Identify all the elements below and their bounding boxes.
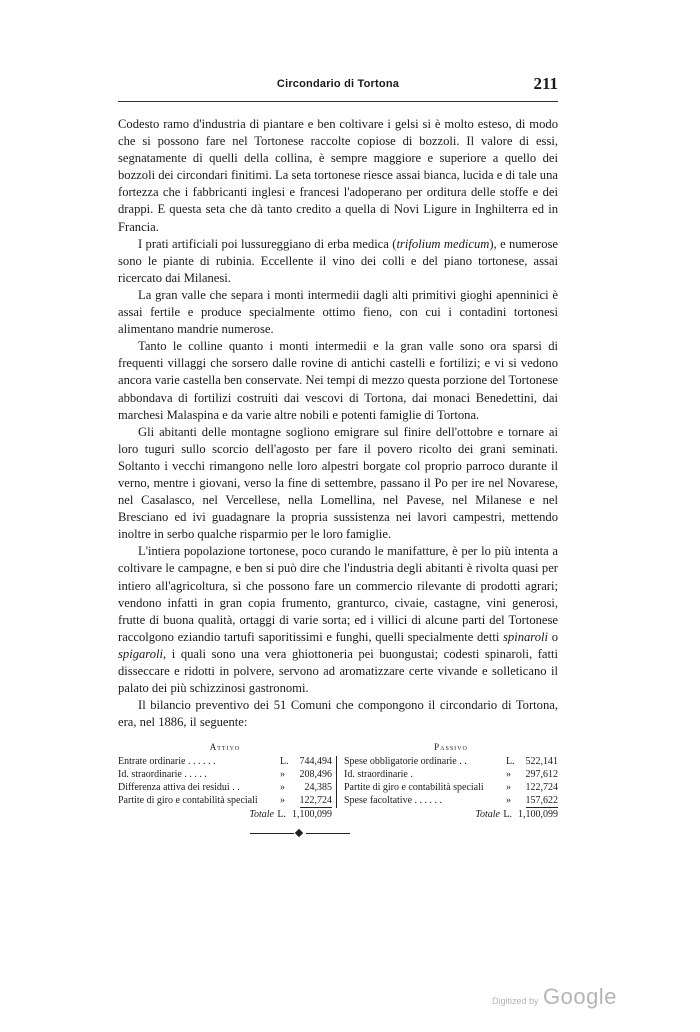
google-logo: Google [542, 984, 617, 1009]
paragraph-5: Gli abitanti delle montagne sogliono emigrare sul finire dell'ottobre e tornare ai loro tuguri sullo scorcio dell'agosto per fare il povero ricolto dei grani seminati. Soltanto i vecchi rimangono nelle loro alpestri borgate col proprio parroco durante il verno, mentre i giovani, verso la fine di settembre, passano il Po per ire nel Novarese, nel Casalasco, nel Vercellese, nella Lomellina, nel Pavese, nel Milanese e nel Bresciano ed ivi guadagnare la propria sussistenza nei lavori campestri, mettendo inoltre in serbo qualche risparmio per le loro famiglie. [118, 424, 558, 542]
header-rule [118, 101, 558, 102]
section-ornament [250, 830, 350, 838]
passivo-row [344, 768, 558, 781]
paragraph-2-text-a: I prati artificiali poi lussureggiano di erba medica ( [138, 236, 397, 251]
row-label: Partite di giro e contabilità speciali [118, 795, 258, 806]
row-label: Spese facoltative . . . . . . [344, 795, 443, 806]
row-label: Id. straordinarie . . . . . [118, 769, 207, 780]
total-amount: 1,100,099 [518, 809, 558, 820]
paragraph-7: Il bilancio preventivo dei 51 Comuni che compongono il circondario di Tortona, era, nel 1886, il seguente: [118, 698, 558, 730]
attivo-row [118, 794, 332, 807]
row-amount: 157,622 [525, 795, 558, 806]
paragraph-6-italic-2: spigaroli [118, 646, 164, 661]
total-label: Totale [249, 809, 274, 820]
total-unit: L. [277, 809, 286, 820]
attivo-total-row [118, 807, 332, 822]
paragraph-6-italic-1: spinaroli [503, 629, 549, 644]
row-amount: 744,494 [299, 756, 332, 767]
digitized-watermark [492, 984, 617, 1010]
paragraph-2 [118, 236, 558, 287]
body-text [118, 116, 558, 731]
row-unit: » [506, 782, 511, 793]
row-unit: » [280, 769, 285, 780]
ornament-line-left [250, 833, 294, 834]
row-label: Spese obbligatorie ordinarie . . [344, 756, 467, 767]
row-unit: » [506, 795, 511, 806]
row-unit: » [280, 782, 285, 793]
paragraph-6-text-b: o [548, 629, 558, 644]
row-amount: 122,724 [299, 795, 332, 806]
row-unit: L. [506, 756, 515, 767]
passivo-title: Passivo [434, 742, 468, 752]
page-number: 211 [533, 74, 558, 93]
row-amount: 208,496 [299, 769, 332, 780]
passivo-total-row [344, 807, 558, 822]
row-unit: » [506, 769, 511, 780]
paragraph-2-text-b: ), e numerose sono le piante di rubinia. Eccellente il vino dei colli e del piano tortonese, assai ricercato dai Milanesi. [118, 236, 558, 285]
row-amount: 297,612 [525, 769, 558, 780]
running-header [118, 76, 558, 98]
row-amount: 522,141 [525, 756, 558, 767]
row-label: Differenza attiva dei residui . . [118, 782, 240, 793]
passivo-row [344, 794, 558, 807]
passivo-row [344, 781, 558, 794]
paragraph-4: Tanto le colline quanto i monti intermedii e la gran valle sono ora sparsi di frequenti villaggi che sorsero dalle rovine di antichi castelli e fortilizi; e vi si vedono ancora varie castella ben conservate. Nei tempi di mezzo questa porzione del Tortonese abbondava di fortilizi costruiti dai vescovi di Tortona, dai monaci Benedettini, dai marchesi Malaspina e da varie altre nobili e potenti famiglie di Tortona. [118, 339, 558, 422]
column-divider [336, 756, 337, 808]
row-amount: 122,724 [525, 782, 558, 793]
paragraph-3: La gran valle che separa i monti intermedii dagli alti primitivi gioghi apenninici è assai fertile e produce specialmente ottimo fieno, con cui i contadini tortonesi alimentano mandrie numerose. [118, 287, 558, 337]
row-label: Id. straordinarie . [344, 769, 413, 780]
diamond-icon [295, 829, 303, 837]
row-unit: » [280, 795, 285, 806]
row-unit: L. [280, 756, 289, 767]
paragraph-6-text-c: , i quali sono una vera ghiottoneria pei buongustai; codesti spinaroli, fatti disseccare e ridotti in polvere, servono ad aromatizzare certe vivande e solleticano il palato dei più schizzinosi gastronomi. [118, 646, 558, 696]
total-amount: 1,100,099 [292, 809, 332, 820]
total-unit: L. [503, 809, 512, 820]
paragraph-6 [118, 543, 558, 697]
budget-table [118, 740, 558, 820]
total-label: Totale [475, 809, 500, 820]
watermark-prefix: Digitized by [492, 996, 539, 1006]
ornament-line-right [306, 833, 350, 834]
row-amount: 24,385 [304, 782, 332, 793]
attivo-row [118, 781, 332, 794]
row-label: Partite di giro e contabilità speciali [344, 782, 484, 793]
attivo-row [118, 755, 332, 768]
paragraph-2-italic: trifolium medicum [396, 236, 490, 251]
passivo-column [344, 740, 558, 822]
attivo-title: Attivo [209, 742, 241, 752]
attivo-row [118, 768, 332, 781]
attivo-column [118, 740, 332, 822]
row-label: Entrate ordinarie . . . . . . [118, 756, 216, 767]
paragraph-1: Codesto ramo d'industria di piantare e ben coltivare i gelsi si è molto esteso, di modo che si possono fare nel Tortonese raccolte copiose di bozzoli. Il valore di essi, segnatamente di quelli della collina, è sempre maggiore e superiore a quello dei bozzoli dei circondari finitimi. La seta tortonese riesce assai bianca, lucida e di tale una fortezza che i fabbricanti inglesi e francesi l'adoperano per orditura delle stoffe e dei drappi. E questa seta che dà tanto credito a quella di Novi Ligure in Inghilterra ed in Francia. [118, 117, 558, 234]
paragraph-6-text-a: L'intiera popolazione tortonese, poco curando le manifatture, è per lo più intenta a coltivare le campagne, e ben si può dire che l'industria degli abitanti è rivolta quasi per intiero all'agricoltura, sì che possono fare un commercio rilevante di prodotti agrari; vendono infatti in gran copia frumento, granturco, civaie, castagne, vini generosi, frutte di buona qualità, ortaggi di varie sorta; ed i villici di alcune parti del Tortonese raccolgono eziandio tartufi saporitissimi e funghi, quelli specialmente detti [118, 544, 558, 644]
passivo-row [344, 755, 558, 768]
running-title: Circondario di Tortona [276, 78, 400, 90]
